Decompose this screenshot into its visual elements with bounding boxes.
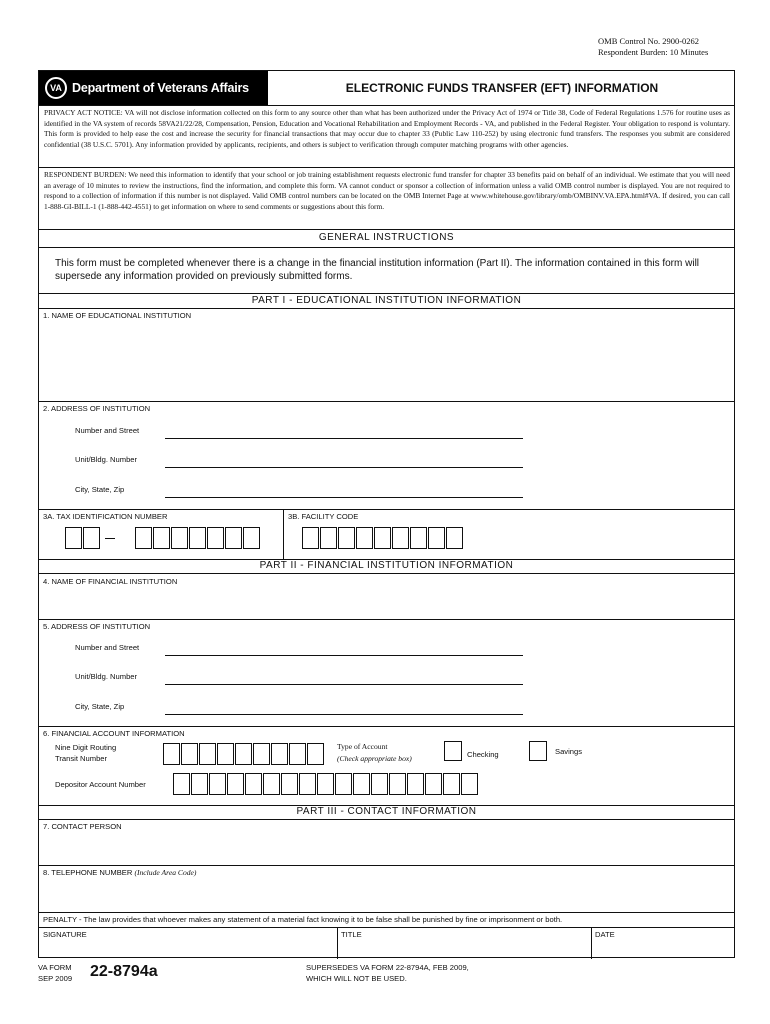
supersedes-line1: SUPERSEDES VA FORM 22-8794A, FEB 2009, xyxy=(306,963,469,972)
va-seal-icon: VA xyxy=(45,77,67,99)
unit-label: Unit/Bldg. Number xyxy=(75,672,138,681)
form-frame xyxy=(38,70,735,958)
field-3a-label: 3A. TAX IDENTIFICATION NUMBER xyxy=(43,512,168,521)
account-type-hint: (Check appropriate box) xyxy=(337,754,412,763)
checking-checkbox[interactable] xyxy=(444,741,462,761)
title-input[interactable] xyxy=(338,940,591,958)
date-label: DATE xyxy=(595,930,615,939)
checking-label: Checking xyxy=(467,750,499,759)
tax-id-dash xyxy=(105,538,115,539)
general-instructions-heading: GENERAL INSTRUCTIONS xyxy=(318,232,455,243)
va-logo xyxy=(39,71,268,105)
street-label: Number and Street xyxy=(75,643,140,652)
date-input[interactable] xyxy=(592,940,735,958)
field-8-label: 8. TELEPHONE NUMBER (Include Area Code) xyxy=(43,868,197,877)
depositor-account-label: Depositor Account Number xyxy=(55,780,146,789)
form-date: SEP 2009 xyxy=(38,974,73,983)
field-2-label: 2. ADDRESS OF INSTITUTION xyxy=(43,404,151,413)
tax-id-prefix-boxes[interactable] xyxy=(65,527,101,549)
routing-number-boxes[interactable] xyxy=(163,743,325,765)
respondent-burden-time: Respondent Burden: 10 Minutes xyxy=(598,47,709,57)
field-1-label: 1. NAME OF EDUCATIONAL INSTITUTION xyxy=(43,311,192,320)
va-form-label: VA FORM xyxy=(38,963,72,972)
omb-info xyxy=(598,36,708,58)
savings-label: Savings xyxy=(555,747,583,756)
city-label: City, State, Zip xyxy=(75,485,125,494)
form-number: 22-8794a xyxy=(90,963,158,980)
institution-unit-input[interactable] xyxy=(165,467,523,468)
savings-checkbox[interactable] xyxy=(529,741,547,761)
depositor-account-boxes[interactable] xyxy=(173,773,479,795)
general-instructions-text: This form must be completed whenever there is a change in the financial institution information (Part II). The information contained in this form will supersede any information provided on previously submitted forms. xyxy=(55,258,700,282)
contact-person-input[interactable] xyxy=(39,832,736,864)
educational-institution-name-input[interactable] xyxy=(39,321,736,399)
telephone-input[interactable] xyxy=(39,878,736,910)
field-3b-label: 3B. FACILITY CODE xyxy=(288,512,359,521)
title-label: TITLE xyxy=(341,930,362,939)
routing-label-line1: Nine Digit Routing xyxy=(55,743,117,752)
unit-label: Unit/Bldg. Number xyxy=(75,455,138,464)
privacy-act-notice: PRIVACY ACT NOTICE: VA will not disclose information collected on this form to any source other than what has been authorized under the Privacy Act of 1974 or Title 38, Code of Federal Regulations 1.576 for routine uses as identified in the VA system of records 58VA21/22/28, Compensation, Pension, Education and Vocational Rehabilitation and Employment Records - VA, and published in the Federal Register. Your obligation to respond is voluntary. This form is provided to help ease the cost and increase the security for financial transactions that may occur due to chapter 33 (Public Law 110-252) by using electronic fund transfers. The responses you submit are considered confidential (38 U.S.C. 5701). Any information provided by applicants, recipients, and others is subject to verification through computer matching programs with other agencies. xyxy=(44,108,730,149)
bank-street-input[interactable] xyxy=(165,655,523,656)
field-5-label: 5. ADDRESS OF INSTITUTION xyxy=(43,622,151,631)
part1-heading: PART I - EDUCATIONAL INSTITUTION INFORMATION xyxy=(251,295,522,306)
street-label: Number and Street xyxy=(75,426,140,435)
bank-city-input[interactable] xyxy=(165,714,523,715)
respondent-burden-notice: RESPONDENT BURDEN: We need this information to identify that your school or job training establishment requests electronic fund transfer for chapter 33 benefits paid on behalf of an individual. We estimate that you will need an average of 10 minutes to review the instructions, find the information, and complete this form. VA cannot conduct or sponsor a collection of information unless a valid OMB control number is displayed. You are not required to respond to a collection of information if this number is not displayed. Valid OMB control numbers can be located on the OMB Internet Page at www.whitehouse.gov/library/omb/OMBINV.VA.EPA.html#VA. If desired, you can call 1-888-GI-BILL-1 (1-888-442-4551) to get information on where to send comments or suggestions about this form. xyxy=(44,170,730,211)
field-7-label: 7. CONTACT PERSON xyxy=(43,822,122,831)
institution-street-input[interactable] xyxy=(165,438,523,439)
area-code-note: (Include Area Code) xyxy=(134,868,197,877)
part2-heading: PART II - FINANCIAL INSTITUTION INFORMATION xyxy=(259,560,514,571)
form-title: ELECTRONIC FUNDS TRANSFER (EFT) INFORMATION xyxy=(345,81,659,95)
part3-heading: PART III - CONTACT INFORMATION xyxy=(296,806,477,817)
routing-label-line2: Transit Number xyxy=(55,754,108,763)
omb-control-number: OMB Control No. 2900-0262 xyxy=(598,36,700,46)
field-6-label: 6. FINANCIAL ACCOUNT INFORMATION xyxy=(43,729,185,738)
field-4-label: 4. NAME OF FINANCIAL INSTITUTION xyxy=(43,577,178,586)
signature-input[interactable] xyxy=(39,940,337,958)
institution-city-input[interactable] xyxy=(165,497,523,498)
supersedes-line2: WHICH WILL NOT BE USED. xyxy=(306,974,407,983)
financial-institution-name-input[interactable] xyxy=(39,587,736,617)
account-type-label: Type of Account xyxy=(337,742,388,751)
facility-code-boxes[interactable] xyxy=(302,527,464,549)
penalty-statement: PENALTY - The law provides that whoever makes any statement of a material fact knowing it to be false shall be punished by fine or imprisonment or both. xyxy=(43,915,563,924)
signature-label: SIGNATURE xyxy=(43,930,87,939)
city-label: City, State, Zip xyxy=(75,702,125,711)
tax-id-suffix-boxes[interactable] xyxy=(135,527,261,549)
agency-name: Department of Veterans Affairs xyxy=(72,81,249,95)
bank-unit-input[interactable] xyxy=(165,684,523,685)
